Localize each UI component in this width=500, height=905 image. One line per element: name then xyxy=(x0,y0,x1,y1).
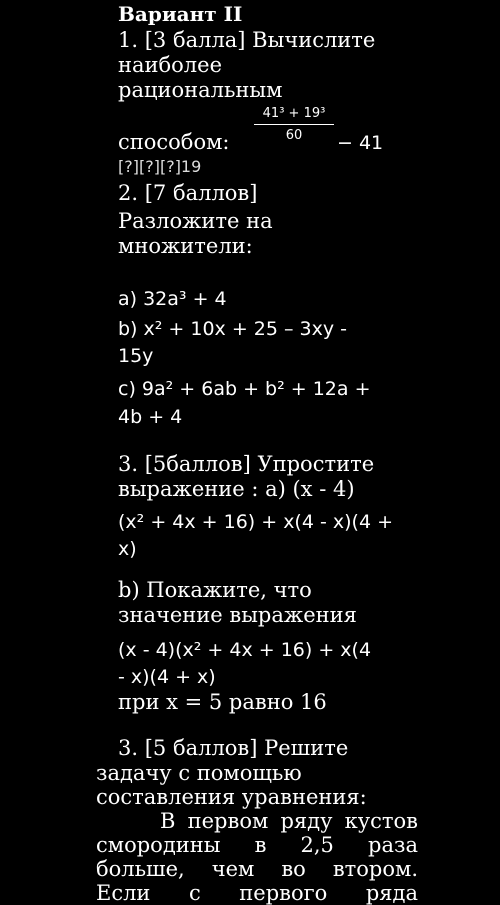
word: первого xyxy=(239,881,328,905)
task2-c2: 4b + 4 xyxy=(118,406,183,428)
task3-b2: значение выражения xyxy=(118,603,357,627)
task1-line3: рациональным xyxy=(118,78,283,102)
fraction-denominator: 60 xyxy=(285,128,303,143)
task4-para-line2 xyxy=(96,833,418,857)
task2-line3: множители: xyxy=(118,234,253,258)
task1-minus: − 41 xyxy=(337,132,384,154)
task1-fraction xyxy=(254,106,334,143)
word: первом xyxy=(187,809,269,833)
word: кустов xyxy=(344,809,418,833)
word: втором. xyxy=(332,857,418,881)
task1-line4: способом: xyxy=(118,130,230,154)
word: смородины xyxy=(96,833,221,857)
task4-line3: составления уравнения: xyxy=(96,785,367,809)
word: ряду xyxy=(280,809,333,833)
task3-line3: (x² + 4x + 16) + x(4 - x)(4 + xyxy=(118,511,393,533)
task2-b2: 15y xyxy=(118,345,154,367)
word: ряда xyxy=(365,881,418,905)
word: В xyxy=(160,809,176,833)
word: Если xyxy=(96,881,151,905)
word: с xyxy=(188,881,201,905)
task3-line4: x) xyxy=(118,538,137,560)
task3-b1: b) Покажите, что xyxy=(118,578,312,602)
task4-para-line4 xyxy=(96,881,418,905)
word: во xyxy=(281,857,306,881)
task3-b5: при x = 5 равно 16 xyxy=(118,690,327,714)
task4-para-line1 xyxy=(160,809,418,833)
task1-line5: [?][?][?]19 xyxy=(118,157,202,176)
word: раза xyxy=(368,833,418,857)
word: в xyxy=(254,833,267,857)
task2-line1: 2. [7 баллов] xyxy=(118,181,258,205)
task2-c1: c) 9a² + 6ab + b² + 12a + xyxy=(118,378,371,400)
word: 2,5 xyxy=(300,833,334,857)
task1-line1: 1. [3 балла] Вычислите xyxy=(118,28,376,52)
task2-a: a) 32a³ + 4 xyxy=(118,288,227,310)
task4-line1: 3. [5 баллов] Решите xyxy=(118,736,349,760)
task3-line1: 3. [5баллов] Упростите xyxy=(118,452,375,476)
task2-line2: Разложите на xyxy=(118,209,273,233)
task3-line2: выражение : a) (x - 4) xyxy=(118,477,355,501)
fraction-numerator: 41³ + 19³ xyxy=(254,106,334,125)
task1-line2: наиболее xyxy=(118,53,222,77)
word: чем xyxy=(211,857,255,881)
task3-b3: (x - 4)(x² + 4x + 16) + x(4 xyxy=(118,639,372,661)
task4-para-line3 xyxy=(96,857,418,881)
variant-title: Вариант II xyxy=(118,2,243,26)
task3-b4: - x)(4 + x) xyxy=(118,666,216,688)
task4-line2: задачу с помощью xyxy=(96,761,302,785)
word: больше, xyxy=(96,857,185,881)
task2-b1: b) x² + 10x + 25 – 3xy - xyxy=(118,318,348,340)
